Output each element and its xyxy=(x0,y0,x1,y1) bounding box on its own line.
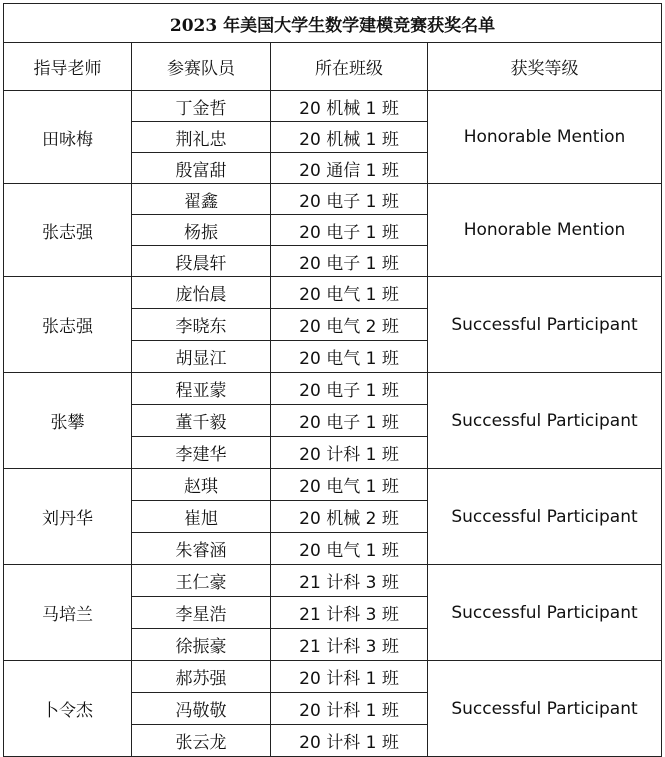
member-class-cell: 21 计科 3 班 xyxy=(271,597,428,629)
award-cell: Successful Participant xyxy=(428,469,662,565)
award-cell: Honorable Mention xyxy=(428,91,662,184)
table-row xyxy=(4,661,662,693)
member-class-cell: 21 计科 3 班 xyxy=(271,629,428,661)
member-name-cell: 郝苏强 xyxy=(132,661,271,693)
member-name-cell: 殷富甜 xyxy=(132,153,271,184)
award-table xyxy=(3,3,662,757)
member-name-cell: 李晓东 xyxy=(132,309,271,341)
table-row xyxy=(4,469,662,501)
member-class-cell: 20 电子 1 班 xyxy=(271,373,428,405)
member-class-cell: 20 电气 1 班 xyxy=(271,341,428,373)
member-class-cell: 20 机械 2 班 xyxy=(271,501,428,533)
award-list-sheet xyxy=(3,3,662,757)
table-row xyxy=(4,373,662,405)
award-cell: Successful Participant xyxy=(428,277,662,373)
member-class-cell: 20 电子 1 班 xyxy=(271,246,428,277)
table-row xyxy=(4,91,662,122)
member-class-cell: 20 计科 1 班 xyxy=(271,693,428,725)
member-name-cell: 董千毅 xyxy=(132,405,271,437)
table-row xyxy=(4,184,662,215)
member-name-cell: 胡显江 xyxy=(132,341,271,373)
member-name-cell: 冯敬敬 xyxy=(132,693,271,725)
table-row xyxy=(4,565,662,597)
member-name-cell: 庞怡晨 xyxy=(132,277,271,309)
header-award: 获奖等级 xyxy=(428,43,662,91)
member-class-cell: 20 电气 2 班 xyxy=(271,309,428,341)
member-name-cell: 崔旭 xyxy=(132,501,271,533)
member-name-cell: 李星浩 xyxy=(132,597,271,629)
member-class-cell: 20 电子 1 班 xyxy=(271,405,428,437)
advisor-cell: 张攀 xyxy=(4,373,132,469)
member-class-cell: 20 计科 1 班 xyxy=(271,661,428,693)
member-class-cell: 21 计科 3 班 xyxy=(271,565,428,597)
advisor-cell: 张志强 xyxy=(4,184,132,277)
member-class-cell: 20 电子 1 班 xyxy=(271,184,428,215)
advisor-cell: 张志强 xyxy=(4,277,132,373)
member-name-cell: 李建华 xyxy=(132,437,271,469)
member-name-cell: 徐振豪 xyxy=(132,629,271,661)
award-cell: Successful Participant xyxy=(428,565,662,661)
advisor-cell: 马培兰 xyxy=(4,565,132,661)
member-name-cell: 张云龙 xyxy=(132,725,271,757)
member-name-cell: 程亚蒙 xyxy=(132,373,271,405)
member-name-cell: 朱睿涵 xyxy=(132,533,271,565)
member-name-cell: 荆礼忠 xyxy=(132,122,271,153)
member-name-cell: 王仁豪 xyxy=(132,565,271,597)
table-title: 2023 年美国大学生数学建模竞赛获奖名单 xyxy=(4,4,662,43)
member-name-cell: 段晨轩 xyxy=(132,246,271,277)
award-cell: Successful Participant xyxy=(428,373,662,469)
team-rows xyxy=(4,91,662,757)
member-class-cell: 20 计科 1 班 xyxy=(271,437,428,469)
award-cell: Honorable Mention xyxy=(428,184,662,277)
advisor-cell: 田咏梅 xyxy=(4,91,132,184)
member-name-cell: 杨振 xyxy=(132,215,271,246)
member-class-cell: 20 电子 1 班 xyxy=(271,215,428,246)
member-class-cell: 20 机械 1 班 xyxy=(271,122,428,153)
header-members: 参赛队员 xyxy=(132,43,271,91)
member-class-cell: 20 电气 1 班 xyxy=(271,277,428,309)
member-class-cell: 20 电气 1 班 xyxy=(271,469,428,501)
advisor-cell: 刘丹华 xyxy=(4,469,132,565)
member-name-cell: 赵琪 xyxy=(132,469,271,501)
member-class-cell: 20 电气 1 班 xyxy=(271,533,428,565)
member-class-cell: 20 计科 1 班 xyxy=(271,725,428,757)
header-class: 所在班级 xyxy=(271,43,428,91)
advisor-cell: 卜令杰 xyxy=(4,661,132,757)
member-name-cell: 丁金哲 xyxy=(132,91,271,122)
member-class-cell: 20 机械 1 班 xyxy=(271,91,428,122)
member-class-cell: 20 通信 1 班 xyxy=(271,153,428,184)
header-advisor: 指导老师 xyxy=(4,43,132,91)
member-name-cell: 翟鑫 xyxy=(132,184,271,215)
award-cell: Successful Participant xyxy=(428,661,662,757)
table-row xyxy=(4,277,662,309)
